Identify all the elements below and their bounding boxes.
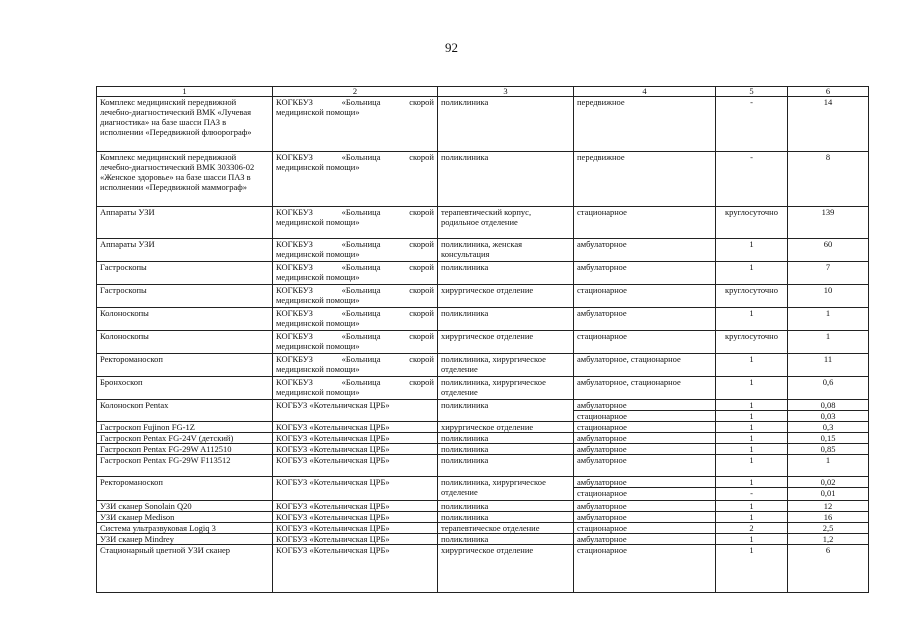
equipment-name-cell: Гастроскопы xyxy=(97,262,273,285)
department-cell: хирургическое отделение xyxy=(438,422,574,433)
equipment-name-cell: Аппараты УЗИ xyxy=(97,239,273,262)
organization-line: КОГКБУЗ «Больница скорой xyxy=(276,354,434,364)
equipment-name-cell: Гастроскоп Pentax FG-24V (детский) xyxy=(97,433,273,444)
equipment-name-cell: Стационарный цветной УЗИ сканер xyxy=(97,545,273,593)
table-row xyxy=(97,523,869,534)
organization-line: медицинской помощи» xyxy=(276,249,360,259)
quantity-cell xyxy=(788,477,869,501)
quantity-cell: 0,6 xyxy=(788,377,869,400)
organization-line: медицинской помощи» xyxy=(276,217,360,227)
quantity-cell: 0,3 xyxy=(788,422,869,433)
mode-cell: передвижное xyxy=(574,152,716,207)
table-row xyxy=(97,97,869,152)
schedule-cell: - xyxy=(716,152,788,207)
organization-cell: КОГБУЗ «Котельничская ЦРБ» xyxy=(273,534,438,545)
equipment-name-cell: УЗИ сканер Sonolain Q20 xyxy=(97,501,273,512)
department-cell: поликлиника xyxy=(438,455,574,477)
quantity-cell: 0,85 xyxy=(788,444,869,455)
department-cell: поликлиника xyxy=(438,512,574,523)
quantity-cell: 16 xyxy=(788,512,869,523)
mode-cell: стационарное xyxy=(574,422,716,433)
quantity-cell: 14 xyxy=(788,97,869,152)
equipment-name-cell: Комплекс медицинский передвижной лечебно-диагностический ВМК «Лучевая диагностика» на базе шасси ПАЗ в исполнении «Передвижной флюорограф» xyxy=(97,97,273,152)
schedule-cell: круглосуточно xyxy=(716,285,788,308)
organization-cell: КОГБУЗ «Котельничская ЦРБ» xyxy=(273,444,438,455)
column-header: 6 xyxy=(788,87,869,97)
equipment-name-cell: Колоноскопы xyxy=(97,308,273,331)
equipment-name-cell: Гастроскопы xyxy=(97,285,273,308)
table-row xyxy=(97,239,869,262)
equipment-name-cell: Ректороманоскоп xyxy=(97,477,273,501)
organization-cell xyxy=(273,285,438,308)
equipment-name-cell: Бронхоскоп xyxy=(97,377,273,400)
quantity-cell: 1 xyxy=(788,331,869,354)
organization-line: КОГКБУЗ «Больница скорой xyxy=(276,207,434,217)
quantity-cell: 6 xyxy=(788,545,869,593)
schedule-cell-bottom: - xyxy=(716,487,787,498)
schedule-cell-top: 1 xyxy=(749,400,754,410)
organization-line: КОГКБУЗ «Больница скорой xyxy=(276,239,434,249)
mode-cell: амбулаторное xyxy=(574,433,716,444)
equipment-name-cell: УЗИ сканер Mindrey xyxy=(97,534,273,545)
mode-cell-bottom: стационарное xyxy=(574,487,715,498)
organization-cell: КОГБУЗ «Котельничская ЦРБ» xyxy=(273,455,438,477)
department-cell: поликлиника xyxy=(438,400,574,422)
quantity-cell: 1,2 xyxy=(788,534,869,545)
quantity-cell: 8 xyxy=(788,152,869,207)
mode-cell: амбулаторное xyxy=(574,308,716,331)
mode-cell: амбулаторное xyxy=(574,262,716,285)
table-row xyxy=(97,534,869,545)
organization-cell: КОГБУЗ «Котельничская ЦРБ» xyxy=(273,545,438,593)
schedule-cell: 2 xyxy=(716,523,788,534)
organization-line: медицинской помощи» xyxy=(276,341,360,351)
organization-cell xyxy=(273,331,438,354)
mode-cell-top: амбулаторное xyxy=(577,400,627,410)
schedule-cell xyxy=(716,477,788,501)
schedule-cell: 1 xyxy=(716,512,788,523)
schedule-cell: 1 xyxy=(716,545,788,593)
column-number-row xyxy=(97,87,869,97)
schedule-cell: 1 xyxy=(716,534,788,545)
organization-cell xyxy=(273,308,438,331)
quantity-cell: 11 xyxy=(788,354,869,377)
department-cell: поликлиника xyxy=(438,308,574,331)
table-row xyxy=(97,354,869,377)
quantity-cell: 12 xyxy=(788,501,869,512)
quantity-cell: 139 xyxy=(788,207,869,239)
organization-line: КОГКБУЗ «Больница скорой xyxy=(276,262,434,272)
organization-line: КОГКБУЗ «Больница скорой xyxy=(276,152,434,162)
column-header: 5 xyxy=(716,87,788,97)
organization-cell: КОГБУЗ «Котельничская ЦРБ» xyxy=(273,433,438,444)
table-row xyxy=(97,152,869,207)
table-row xyxy=(97,400,869,422)
organization-line: медицинской помощи» xyxy=(276,107,360,117)
mode-cell: амбулаторное xyxy=(574,239,716,262)
mode-cell: стационарное xyxy=(574,331,716,354)
quantity-cell: 10 xyxy=(788,285,869,308)
page-number: 92 xyxy=(445,40,458,55)
department-cell: поликлиника, хирургическое отделение xyxy=(438,354,574,377)
organization-line: медицинской помощи» xyxy=(276,364,360,374)
table-row xyxy=(97,331,869,354)
mode-cell: амбулаторное, стационарное xyxy=(574,354,716,377)
table-row xyxy=(97,262,869,285)
column-header: 3 xyxy=(438,87,574,97)
schedule-cell: 1 xyxy=(716,239,788,262)
table-row xyxy=(97,422,869,433)
schedule-cell: 1 xyxy=(716,262,788,285)
mode-cell: амбулаторное xyxy=(574,534,716,545)
organization-cell: КОГБУЗ «Котельничская ЦРБ» xyxy=(273,422,438,433)
mode-cell: стационарное xyxy=(574,523,716,534)
quantity-cell-top: 0,08 xyxy=(820,400,836,410)
equipment-name-cell: Система ультразвуковая Logiq 3 xyxy=(97,523,273,534)
table-row xyxy=(97,285,869,308)
organization-line: медицинской помощи» xyxy=(276,318,360,328)
quantity-cell: 1 xyxy=(788,308,869,331)
organization-cell: КОГБУЗ «Котельничская ЦРБ» xyxy=(273,400,438,422)
quantity-cell: 0,15 xyxy=(788,433,869,444)
schedule-cell: 1 xyxy=(716,377,788,400)
table-row xyxy=(97,455,869,477)
schedule-cell: круглосуточно xyxy=(716,207,788,239)
table-row xyxy=(97,512,869,523)
table-row xyxy=(97,477,869,501)
quantity-cell-bottom: 0,01 xyxy=(788,487,868,498)
equipment-name-cell: УЗИ сканер Medison xyxy=(97,512,273,523)
schedule-cell: - xyxy=(716,97,788,152)
mode-cell: передвижное xyxy=(574,97,716,152)
equipment-name-cell: Аппараты УЗИ xyxy=(97,207,273,239)
equipment-name-cell: Ректороманоскоп xyxy=(97,354,273,377)
schedule-cell xyxy=(716,400,788,422)
quantity-cell: 7 xyxy=(788,262,869,285)
organization-line: КОГКБУЗ «Больница скорой xyxy=(276,331,434,341)
schedule-cell: круглосуточно xyxy=(716,331,788,354)
mode-cell: стационарное xyxy=(574,545,716,593)
department-cell: поликлиника xyxy=(438,433,574,444)
organization-line: медицинской помощи» xyxy=(276,272,360,282)
organization-line: медицинской помощи» xyxy=(276,162,360,172)
organization-cell: КОГБУЗ «Котельничская ЦРБ» xyxy=(273,512,438,523)
organization-cell xyxy=(273,354,438,377)
organization-line: медицинской помощи» xyxy=(276,387,360,397)
schedule-cell: 1 xyxy=(716,444,788,455)
organization-cell: КОГБУЗ «Котельничская ЦРБ» xyxy=(273,477,438,501)
quantity-cell xyxy=(788,400,869,422)
department-cell: поликлиника, женская консультация xyxy=(438,239,574,262)
column-header: 1 xyxy=(97,87,273,97)
department-cell: поликлиника xyxy=(438,444,574,455)
mode-cell-top: амбулаторное xyxy=(577,477,627,487)
department-cell: поликлиника, хирургическое отделение xyxy=(438,377,574,400)
schedule-cell: 1 xyxy=(716,501,788,512)
mode-cell: амбулаторное xyxy=(574,444,716,455)
equipment-name-cell: Комплекс медицинский передвижной лечебно-диагностический ВМК 303306-02 «Женское здоровье» на базе шасси ПАЗ в исполнении «Передвижной маммограф» xyxy=(97,152,273,207)
table-row xyxy=(97,308,869,331)
table-row xyxy=(97,545,869,593)
table-row xyxy=(97,433,869,444)
schedule-cell-bottom: 1 xyxy=(716,410,787,421)
quantity-cell-top: 0,02 xyxy=(820,477,836,487)
department-cell: терапевтический корпус, родильное отделение xyxy=(438,207,574,239)
organization-line: КОГКБУЗ «Больница скорой xyxy=(276,285,434,295)
equipment-name-cell: Колоноскоп Pentax xyxy=(97,400,273,422)
organization-line: КОГКБУЗ «Больница скорой xyxy=(276,97,434,107)
mode-cell xyxy=(574,477,716,501)
equipment-name-cell: Колоноскопы xyxy=(97,331,273,354)
table-row xyxy=(97,377,869,400)
organization-line: КОГКБУЗ «Больница скорой xyxy=(276,377,434,387)
department-cell: поликлиника xyxy=(438,501,574,512)
equipment-name-cell: Гастроскоп Pentax FG-29W A112510 xyxy=(97,444,273,455)
department-cell: хирургическое отделение xyxy=(438,285,574,308)
quantity-cell: 2,5 xyxy=(788,523,869,534)
schedule-cell: 1 xyxy=(716,308,788,331)
organization-cell xyxy=(273,262,438,285)
quantity-cell: 60 xyxy=(788,239,869,262)
column-header: 2 xyxy=(273,87,438,97)
schedule-cell-top: 1 xyxy=(749,477,754,487)
department-cell: хирургическое отделение xyxy=(438,545,574,593)
table-row xyxy=(97,501,869,512)
organization-line: медицинской помощи» xyxy=(276,295,360,305)
department-cell: поликлиника xyxy=(438,262,574,285)
equipment-table xyxy=(96,86,869,593)
schedule-cell: 1 xyxy=(716,433,788,444)
quantity-cell: 1 xyxy=(788,455,869,477)
equipment-name-cell: Гастроскоп Fujinon FG-1Z xyxy=(97,422,273,433)
department-cell: поликлиника xyxy=(438,97,574,152)
organization-cell xyxy=(273,207,438,239)
department-cell: поликлиника xyxy=(438,152,574,207)
mode-cell: амбулаторное, стационарное xyxy=(574,377,716,400)
department-cell: терапевтическое отделение xyxy=(438,523,574,534)
mode-cell xyxy=(574,400,716,422)
department-cell: хирургическое отделение xyxy=(438,331,574,354)
department-cell: поликлиника xyxy=(438,534,574,545)
schedule-cell: 1 xyxy=(716,422,788,433)
mode-cell: амбулаторное xyxy=(574,501,716,512)
mode-cell: стационарное xyxy=(574,207,716,239)
organization-cell xyxy=(273,377,438,400)
schedule-cell: 1 xyxy=(716,354,788,377)
organization-cell xyxy=(273,239,438,262)
column-header: 4 xyxy=(574,87,716,97)
organization-cell: КОГБУЗ «Котельничская ЦРБ» xyxy=(273,501,438,512)
quantity-cell-bottom: 0,03 xyxy=(788,410,868,421)
table-row xyxy=(97,207,869,239)
organization-cell xyxy=(273,152,438,207)
mode-cell: стационарное xyxy=(574,285,716,308)
equipment-name-cell: Гастроскоп Pentax FG-29W F113512 xyxy=(97,455,273,477)
organization-line: КОГКБУЗ «Больница скорой xyxy=(276,308,434,318)
schedule-cell: 1 xyxy=(716,455,788,477)
mode-cell: амбулаторное xyxy=(574,455,716,477)
mode-cell-bottom: стационарное xyxy=(574,410,715,421)
mode-cell: амбулаторное xyxy=(574,512,716,523)
table-row xyxy=(97,444,869,455)
organization-cell xyxy=(273,97,438,152)
organization-cell: КОГБУЗ «Котельничская ЦРБ» xyxy=(273,523,438,534)
department-cell: поликлиника, хирургическое отделение xyxy=(438,477,574,501)
